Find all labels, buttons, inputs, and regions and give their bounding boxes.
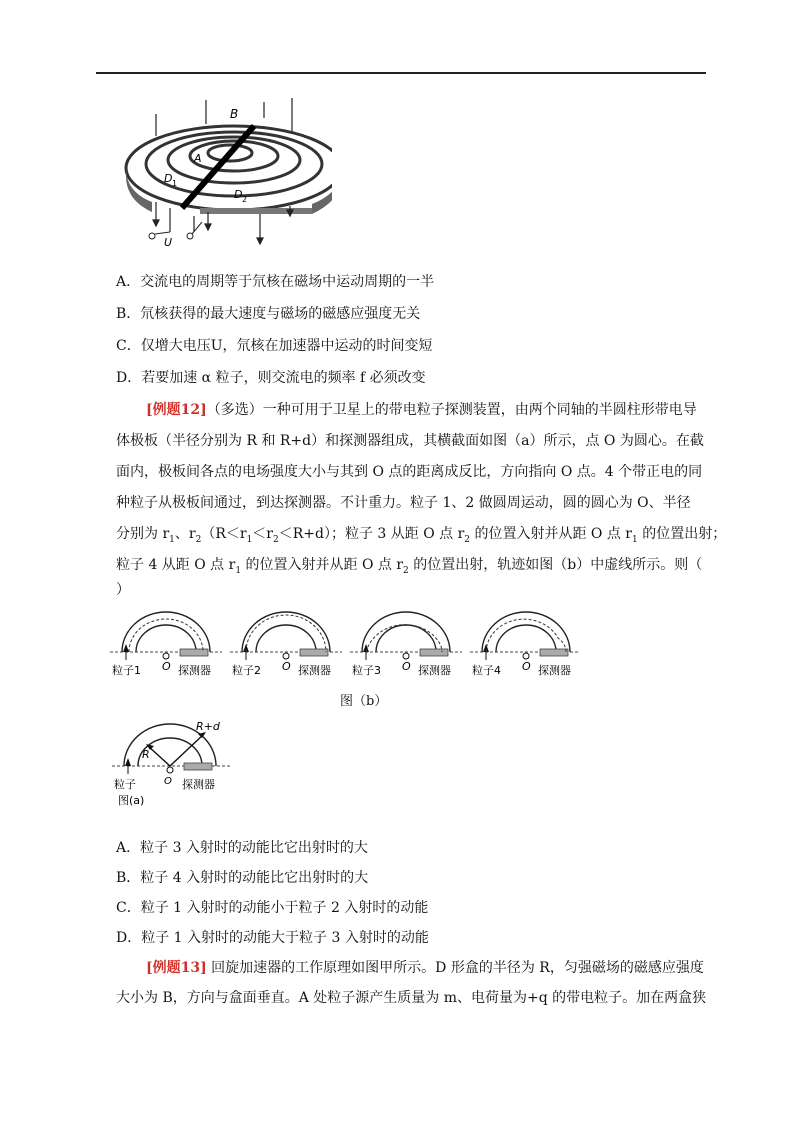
q12-option-b: B．粒子 4 入射时的动能比它出射时的大 [116,870,369,886]
q12-tag: [例题12] [146,402,207,418]
a-caption: 图(a) [118,794,145,807]
b-detector-3: 探测器 [418,664,451,677]
b-o-2: O [282,660,291,673]
label-b: B [230,107,239,121]
label-d1-sub: 1 [172,179,178,188]
q12-line-7: ） [116,582,130,598]
q12-option-c: C．粒子 1 入射时的动能小于粒子 2 入射时的动能 [116,900,429,916]
label-a: A [194,152,202,165]
q11-option-d: D．若要加速 α 粒子，则交流电的频率 f 必须改变 [116,370,426,386]
figure-a [112,716,252,812]
q12-option-d: D．粒子 1 入射时的动能大于粒子 3 入射时的动能 [116,930,429,946]
q11-option-b: B．氘核获得的最大速度与磁场的磁感应强度无关 [116,306,421,322]
q11-option-c: C．仅增大电压U，氘核在加速器中运动的时间变短 [116,338,433,354]
b-o-3: O [402,660,411,673]
cyclotron-figure [112,96,332,256]
a-detector: 探测器 [182,778,215,791]
q13-line-2: 大小为 B，方向与盒面垂直。A 处粒子源产生质量为 m、电荷量为+q 的带电粒子。加在两盒狭 [116,990,707,1006]
q12-line-5: 分别为 $r_1$、$r_2(R<r_1<r_2<R+d)$；粒子 3 从距 O 点 $r_2$ 的位置入射并从距 O 点 $r_1$ 的位置出射； [116,526,727,545]
b-particle-4: 粒子4 [472,664,501,677]
b-detector-2: 探测器 [298,664,331,677]
q12-line-1: [例题12]（多选）一种可用于卫星上的带电粒子探测装置，由两个同轴的半圆柱形带电导 [146,402,697,418]
label-d2-sub: 2 [242,195,248,204]
a-label-r: R [142,748,150,761]
label-u: U [164,236,173,249]
q13-tag: [例题13] [146,960,207,976]
figure-b [110,604,580,686]
b-detector-4: 探测器 [538,664,571,677]
b-particle-3: 粒子3 [352,664,381,677]
a-particle: 粒子 [114,778,136,791]
q12-line-3: 面内，极板间各点的电场强度大小与其到 O 点的距离成反比，方向指向 O 点。4 个带正电的同 [116,464,703,480]
q12-line-2: 体极板（半径分别为 R 和 R+d）和探测器组成，其横截面如图（a）所示，点 O 为圆心。在截 [116,433,704,449]
a-label-rd: R+d [196,720,220,733]
label-d1: D [164,172,173,185]
b-particle-2: 粒子2 [232,664,261,677]
q12-line-6: 粒子 4 从距 O 点 $r_1$ 的位置入射并从距 O 点 $r_2$ 的位置出射，轨迹如图（b）中虚线所示。则（ [116,557,703,576]
q11-option-a: A．交流电的周期等于氘核在磁场中运动周期的一半 [116,274,435,290]
b-particle-1: 粒子1 [112,664,141,677]
b-detector-1: 探测器 [178,664,211,677]
header-rule [96,72,706,74]
a-label-o: O [164,776,172,787]
q13-line-1: [例题13] 回旋加速器的工作原理如图甲所示。D 形盒的半径为 R，匀强磁场的磁感应强度 [146,960,704,976]
label-d2: D [234,188,243,201]
q12-option-a: A．粒子 3 入射时的动能比它出射时的大 [116,840,368,856]
q12-line-4: 种粒子从极板间通过，到达探测器。不计重力。粒子 1、2 做圆周运动，圆的圆心为 O、半径 [116,495,691,511]
figure-b-caption: 图（b） [340,694,388,709]
b-o-4: O [522,660,531,673]
b-o-1: O [162,660,171,673]
